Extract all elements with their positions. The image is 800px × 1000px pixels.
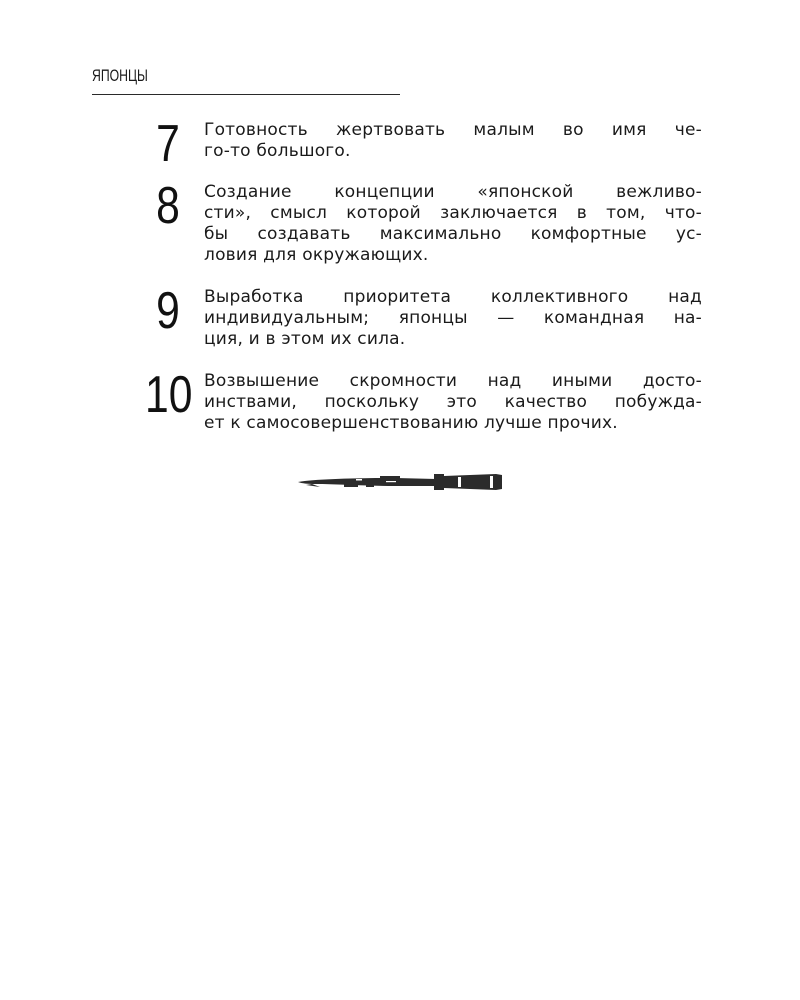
item-number: 10 [145, 366, 193, 424]
item-text [204, 182, 702, 266]
text-line: бы создавать максимально комфортные ус- [204, 224, 702, 244]
text-line: ловия для окружающих. [204, 245, 429, 265]
text-line: ет к самосовершенствованию лучше прочих. [204, 413, 618, 433]
text-line: Возвышение скромности над иными досто- [204, 371, 702, 391]
running-head-rule [92, 94, 400, 95]
knife-icon [296, 470, 506, 494]
text-line: Создание концепции «японской вежливо- [204, 182, 702, 202]
text-line: Готовность жертвовать малым во имя че- [204, 120, 702, 140]
text-line: го-то большого. [204, 141, 351, 161]
item-text [204, 120, 702, 162]
text-line: инствами, поскольку это качество побужда- [204, 392, 702, 412]
text-line: индивидуальным; японцы — командная на- [204, 308, 702, 328]
item-number: 8 [156, 177, 180, 235]
text-line: Выработка приоритета коллективного над [204, 287, 702, 307]
item-number: 7 [156, 115, 180, 173]
item-text [204, 371, 702, 434]
item-number: 9 [156, 282, 180, 340]
text-line: сти», смысл которой заключается в том, что- [204, 203, 702, 223]
running-head: ЯПОНЦЫ [92, 66, 148, 85]
item-text [204, 287, 702, 350]
text-line: ция, и в этом их сила. [204, 329, 406, 349]
